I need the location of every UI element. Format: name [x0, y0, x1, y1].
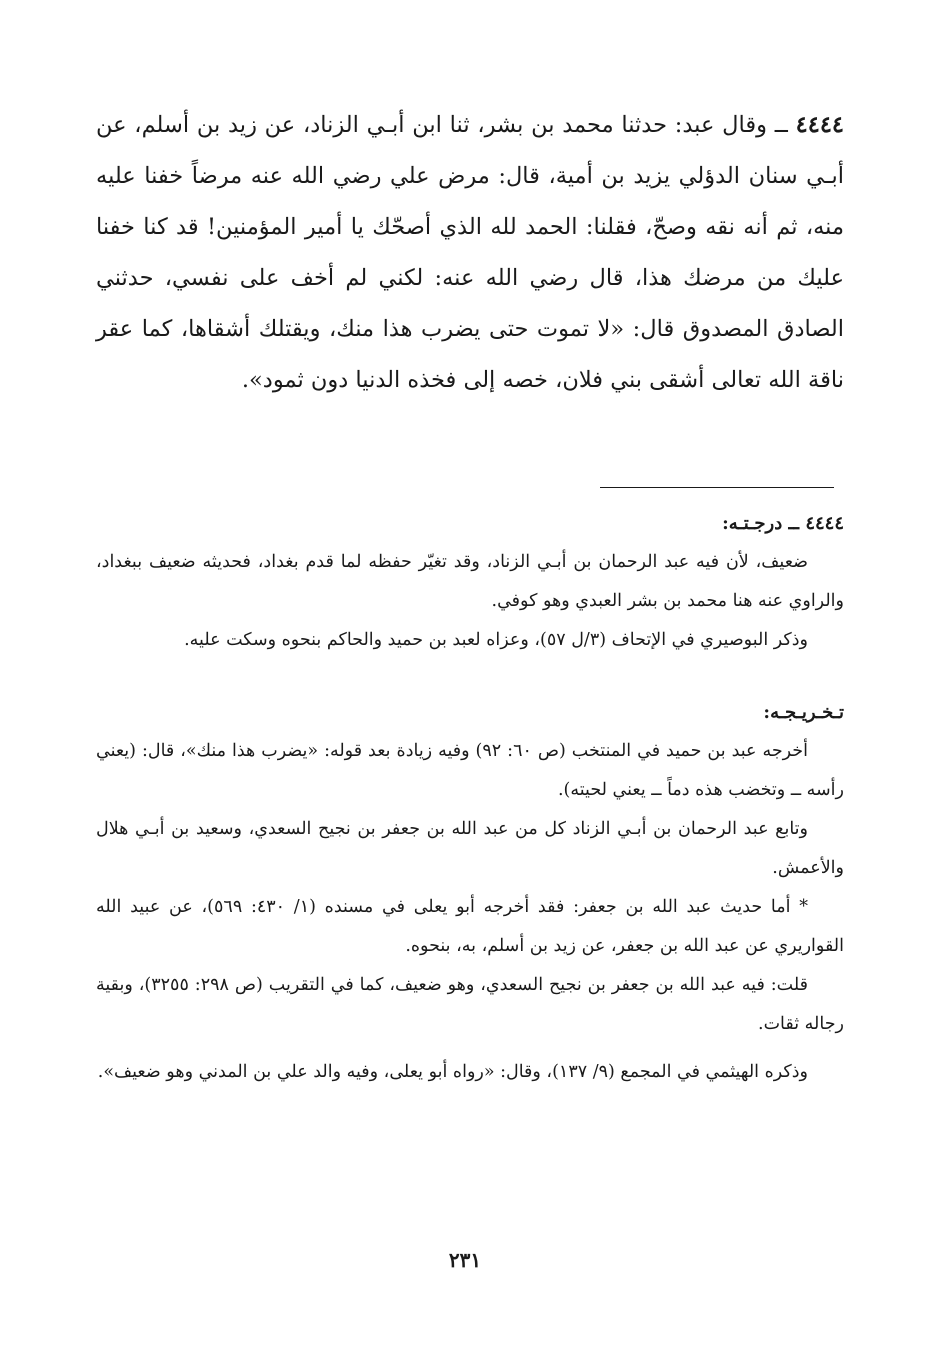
hadith-paragraph: [96, 100, 844, 406]
takhrij-heading: تـخـريـجـه:: [763, 702, 844, 723]
takhrij-paragraph: * أما حديث عبد الله بن جعفر: فقد أخرجه أبو يعلى في مسنده (١/ ٤٣٠: ٥٦٩)، عن عبيد الله القواريري عن عبد الله بن جعفر، عن زيد بن أسلم، به، بنحوه.: [96, 897, 844, 956]
grade-paragraph: وذكر البوصيري في الإتحاف (٣/ل ٥٧)، وعزاه لعبد بن حميد والحاكم بنحوه وسكت عليه.: [184, 630, 808, 650]
footnote-separator: [600, 487, 834, 488]
grade-paragraph: ضعيف، لأن فيه عبد الرحمان بن أبـي الزناد، وقد تغيّر حفظه لما قدم بغداد، فحديثه ضعيف ببغداد، والراوي عنه هنا محمد بن بشر العبدي وهو كوفي.: [96, 552, 844, 611]
takhrij-paragraph: وتابع عبد الرحمان بن أبـي الزناد كل من عبد الله بن جعفر بن نجيح السعدي، وسعيد بن أبـي هلال والأعمش.: [96, 819, 844, 878]
takhrij-paragraph: أخرجه عبد بن حميد في المنتخب (ص ٦٠: ٩٢) وفيه زيادة بعد قوله: «يضرب هذا منك»، قال: (يعني رأسه ــ وتخضب هذه دماً ــ يعني لحيته).: [96, 741, 844, 800]
takhrij-paragraph: وذكره الهيثمي في المجمع (٩/ ١٣٧)، وقال: «رواه أبو يعلى، وفيه والد علي بن المدني وهو ضعيف».: [97, 1062, 808, 1082]
grade-heading: ٤٤٤٤ ــ درجـتـه:: [722, 513, 844, 534]
main-text-block: [96, 100, 844, 406]
takhrij-paragraph: قلت: فيه عبد الله بن جعفر بن نجيح السعدي، وهو ضعيف، كما في التقريب (ص ٢٩٨: ٣٢٥٥)، وبقية رجاله ثقات.: [96, 975, 844, 1034]
hadith-number: ٤٤٤٤: [795, 112, 844, 138]
page-number: ٢٣١: [448, 1248, 482, 1272]
footnotes: [96, 504, 844, 1092]
hadith-text: ــ وقال عبد: حدثنا محمد بن بشر، ثنا ابن أبـي الزناد، عن زيد بن أسلم، عن أبـي سنان الدؤلي يزيد بن أمية، قال: مرض علي رضي الله عنه مرضاً خفنا عليه منه، ثم أنه نقه وصحّ، فقلنا: الحمد لله الذي أصحّك يا أمير المؤمنين! قد كنا خفنا عليك من مرضك هذا، قال رضي الله عنه: لكني لم أخف على نفسي، حدثني الصادق المصدوق قال: «لا تموت حتى يضرب هذا منك، ويقتلك أشقاها، كما عقر ناقة الله تعالى أشقى بني فلان، خصه إلى فخذه الدنيا دون ثمود».: [96, 112, 844, 393]
